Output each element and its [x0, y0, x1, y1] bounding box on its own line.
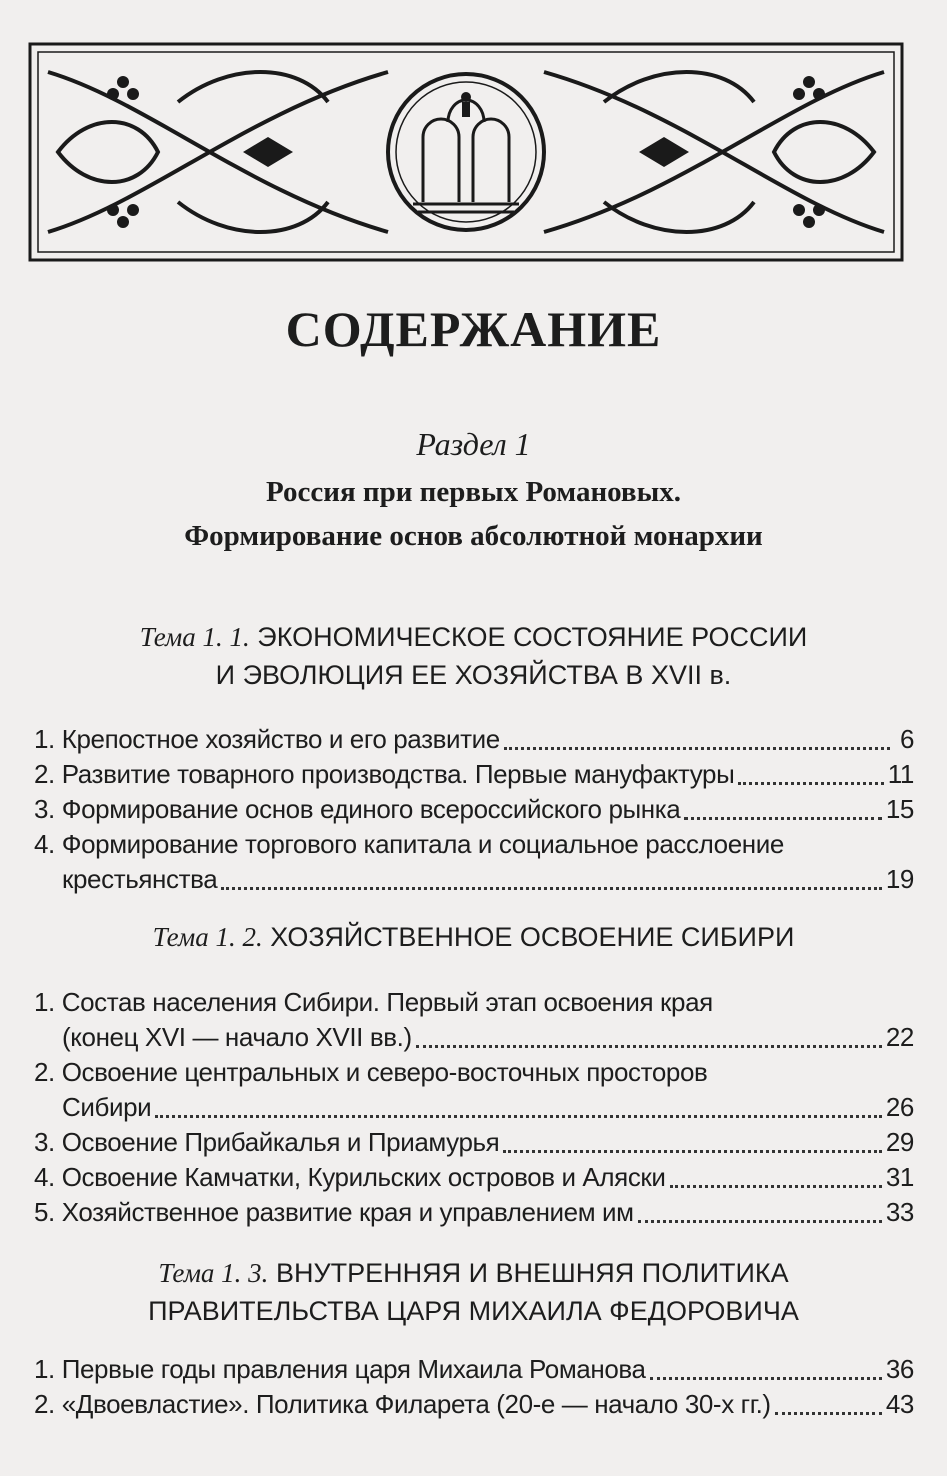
leader-dots [775, 1412, 882, 1415]
toc-entry-text: 4. Освоение Камчатки, Курильских островов и Аляски [34, 1162, 666, 1192]
toc-entry-text: 2. Развитие товарного производства. Первые мануфактуры [34, 759, 735, 789]
toc-page-number: 26 [885, 1092, 914, 1122]
section-label: Раздел 1 [416, 426, 531, 462]
leader-dots [416, 1045, 882, 1048]
toc-page-number: 33 [885, 1197, 914, 1227]
toc-page-number: 6 [899, 724, 914, 754]
toc-entry-text: 5. Хозяйственное развитие края и управлением им [34, 1197, 634, 1227]
theme-title-line2: И ЭВОЛЮЦИЯ ЕЕ ХОЗЯЙСТВА В XVII в. [215, 660, 732, 690]
toc-page-number: 22 [885, 1022, 914, 1052]
toc-page-number: 19 [885, 864, 914, 894]
toc-entry[interactable] [34, 985, 914, 1055]
toc-list [34, 985, 914, 1230]
toc-entry[interactable] [34, 827, 914, 897]
toc-list [34, 722, 914, 897]
toc-entry-text: 2. «Двоевластие». Политика Филарета (20-е — начало 30-х гг.) [34, 1389, 771, 1419]
theme-title: ЭКОНОМИЧЕСКОЕ СОСТОЯНИЕ РОССИИ [257, 622, 808, 652]
theme-title: ВНУТРЕННЯЯ И ВНЕШНЯЯ ПОЛИТИКА [275, 1258, 789, 1288]
leader-dots [504, 747, 890, 750]
leader-dots [155, 1115, 882, 1118]
toc-entry[interactable] [34, 1387, 914, 1422]
toc-list [34, 1352, 914, 1422]
toc-entry-text: 3. Формирование основ единого всероссийского рынка [34, 794, 681, 824]
toc-entry[interactable] [34, 722, 914, 757]
ornament-header [28, 42, 904, 262]
toc-page-number: 29 [885, 1127, 914, 1157]
toc-entry-text: 2. Освоение центральных и северо-восточных просторов [34, 1057, 708, 1087]
theme-heading [60, 918, 887, 956]
toc-entry[interactable] [34, 1195, 914, 1230]
toc-page-number: 43 [885, 1389, 914, 1419]
theme-heading [60, 618, 887, 694]
toc-entry-text: 1. Состав населения Сибири. Первый этап освоения края [34, 987, 713, 1017]
toc-page-number: 31 [885, 1162, 914, 1192]
toc-page-number: 36 [885, 1354, 914, 1384]
toc-page-number: 11 [887, 759, 914, 789]
leader-dots [670, 1185, 882, 1188]
theme-heading [60, 1254, 887, 1330]
leader-dots [221, 887, 882, 890]
toc-entry-text: 4. Формирование торгового капитала и социальное расслоение [34, 829, 784, 859]
theme-title-line2: ПРАВИТЕЛЬСТВА ЦАРЯ МИХАИЛА ФЕДОРОВИЧА [148, 1296, 799, 1326]
leader-dots [738, 782, 883, 785]
toc-entry[interactable] [34, 1055, 914, 1125]
toc-entry[interactable] [34, 1125, 914, 1160]
toc-entry[interactable] [34, 1352, 914, 1387]
section-title-line1: Россия при первых Романовых. [266, 476, 681, 508]
theme-label: Тема 1. 1. [139, 622, 250, 652]
toc-page-number: 15 [885, 794, 914, 824]
leader-dots [503, 1150, 882, 1153]
section-title [0, 470, 947, 558]
leader-dots [684, 817, 882, 820]
leader-dots [638, 1220, 882, 1223]
theme-label: Тема 1. 2. [152, 922, 263, 952]
toc-entry-text: 3. Освоение Прибайкалья и Приамурья [34, 1127, 500, 1157]
theme-label: Тема 1. 3. [158, 1258, 269, 1288]
toc-entry-continuation: (конец XVI — начало XVII вв.) [62, 1022, 412, 1052]
toc-entry[interactable] [34, 1160, 914, 1195]
toc-entry-text: 1. Первые годы правления царя Михаила Романова [34, 1354, 646, 1384]
toc-entry[interactable] [34, 757, 914, 792]
toc-entry-continuation: крестьянства [62, 864, 218, 894]
toc-entry-text: 1. Крепостное хозяйство и его развитие [34, 724, 500, 754]
section-title-line2: Формирование основ абсолютной монархии [184, 520, 763, 552]
leader-dots [650, 1377, 882, 1380]
toc-entry-continuation: Сибири [62, 1092, 152, 1122]
theme-title: ХОЗЯЙСТВЕННОЕ ОСВОЕНИЕ СИБИРИ [270, 922, 795, 952]
page-title: СОДЕРЖАНИЕ [285, 301, 662, 357]
toc-entry[interactable] [34, 792, 914, 827]
